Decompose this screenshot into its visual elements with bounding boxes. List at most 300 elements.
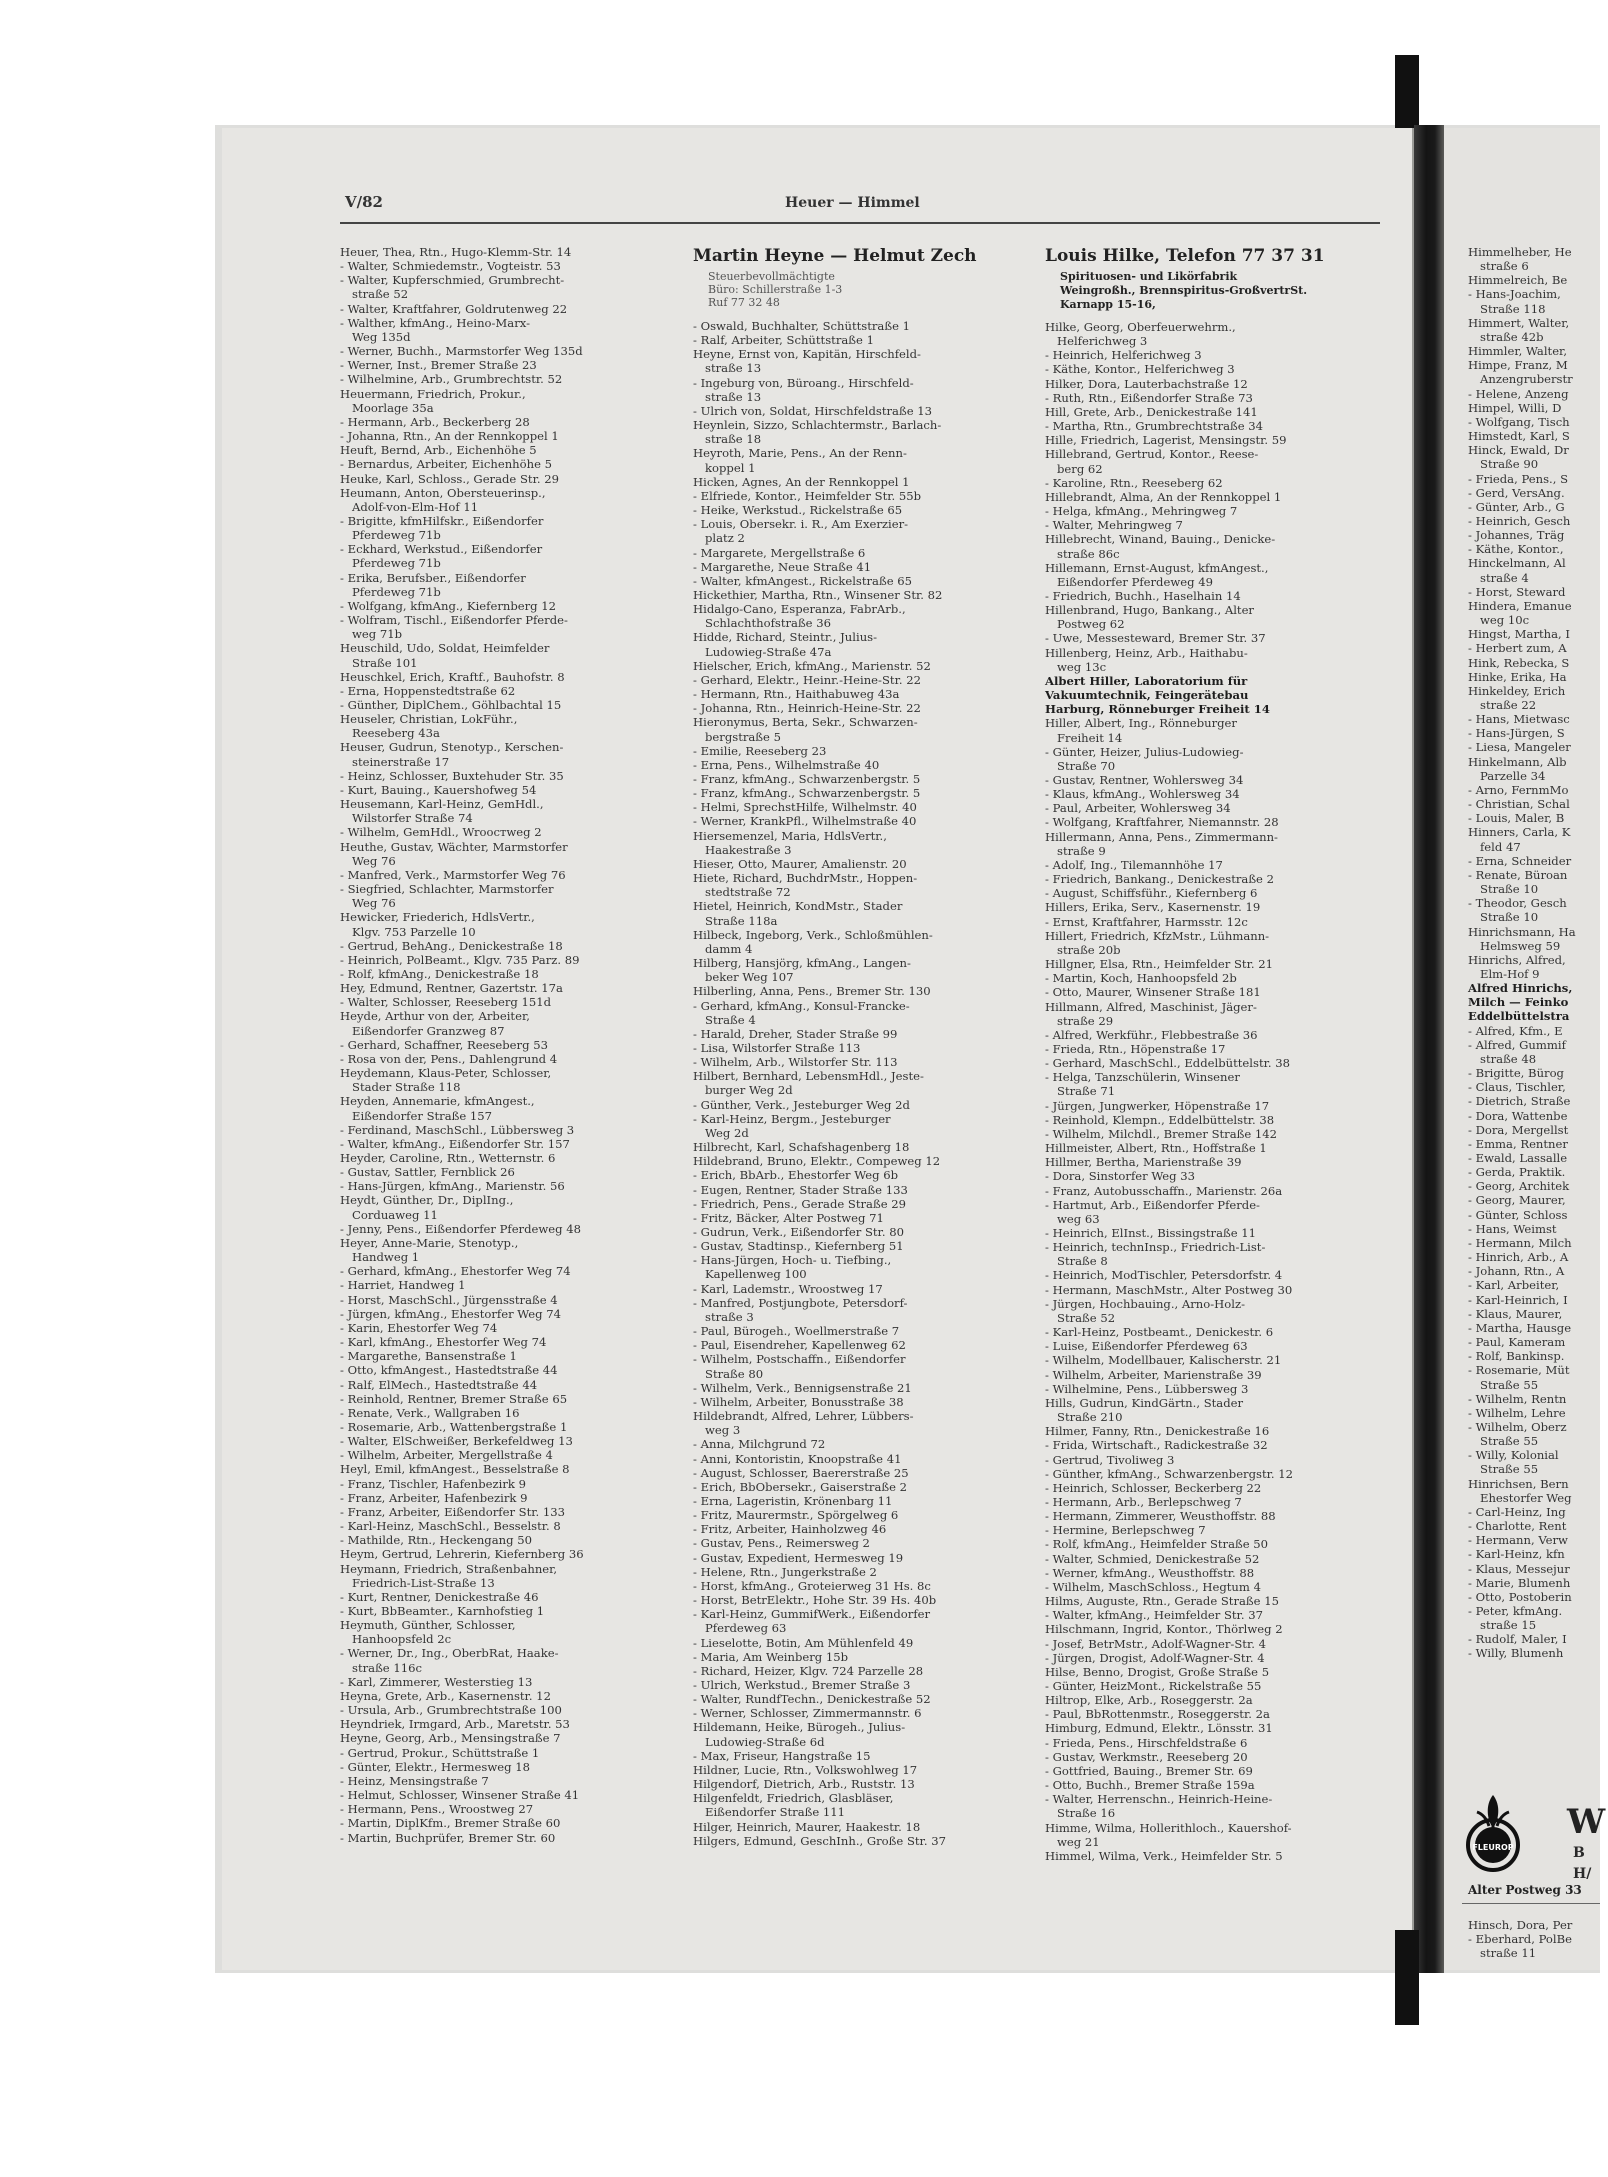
directory-entry: Straße 80 [705, 1366, 764, 1381]
directory-entry: - Hans, Weimst [1468, 1221, 1557, 1236]
directory-entry: Himstedt, Karl, S [1468, 429, 1570, 444]
directory-entry: - Günter, Schloss [1468, 1207, 1568, 1222]
directory-entry: Hildemann, Heike, Bürogeh., Julius- [693, 1720, 906, 1735]
directory-entry: Heuft, Bernd, Arb., Eichenhöhe 5 [340, 443, 537, 458]
directory-entry: - Hartmut, Arb., Eißendorfer Pferde- [1045, 1197, 1260, 1212]
directory-entry: - Rolf, Bankinsp. [1468, 1349, 1565, 1364]
directory-entry: Hink, Rebecka, S [1468, 655, 1570, 670]
directory-entry: - Wilhelm, MaschSchloss., Hegtum 4 [1045, 1579, 1261, 1594]
directory-entry: burger Weg 2d [705, 1083, 793, 1098]
column-3-entries [1045, 320, 1385, 1863]
directory-entry: - Jürgen, kfmAng., Ehestorfer Weg 74 [340, 1306, 561, 1321]
directory-entry: - Paul, Bürogeh., Woellmerstraße 7 [693, 1324, 900, 1339]
directory-entry: Helmsweg 59 [1480, 938, 1561, 953]
directory-entry: straße 11 [1480, 1946, 1537, 1961]
directory-entry: - Fritz, Arbeiter, Hainholzweg 46 [693, 1522, 887, 1537]
directory-entry: - Johanna, Rtn., An der Rennkoppel 1 [340, 429, 559, 444]
directory-entry: Eißendorfer Granzweg 87 [352, 1023, 505, 1038]
directory-entry: Hidde, Richard, Steintr., Julius- [693, 630, 878, 645]
directory-entry: Hilger, Heinrich, Maurer, Haakestr. 18 [693, 1819, 921, 1834]
directory-entry: - Lisa, Wilstorfer Straße 113 [693, 1040, 861, 1055]
directory-entry: - Willy, Blumenh [1468, 1646, 1564, 1661]
directory-entry: - Ruth, Rtn., Eißendorfer Straße 73 [1045, 390, 1253, 405]
column-2 [693, 245, 1023, 1848]
fleurop-big-letter: W [1567, 1802, 1606, 1842]
directory-entry: stedtstraße 72 [705, 885, 791, 900]
directory-entry: - Gerhard, MaschSchl., Eddelbüttelstr. 38 [1045, 1056, 1290, 1071]
directory-entry: Ludowieg-Straße 6d [705, 1734, 825, 1749]
directory-entry: Kapellenweg 100 [705, 1267, 807, 1282]
directory-entry: Heusemann, Karl-Heinz, GemHdl., [340, 797, 544, 812]
directory-entry: - Margarete, Mergellstraße 6 [693, 545, 866, 560]
ad-line: Steuerbevollmächtigte [708, 270, 835, 283]
directory-entry: - Klaus, Maurer, [1468, 1306, 1563, 1321]
directory-entry: - Elfriede, Kontor., Heimfelder Str. 55b [693, 488, 922, 503]
directory-entry: - Walter, Kupferschmied, Grumbrecht- [340, 273, 565, 288]
directory-entry: - Manfred, Postjungbote, Petersdorf- [693, 1295, 908, 1310]
directory-entry: - Kurt, BbBeamter., Karnhofstieg 1 [340, 1604, 545, 1618]
directory-entry: Hiltrop, Elke, Arb., Roseggerstr. 2a [1045, 1693, 1253, 1708]
directory-entry: - Maria, Am Weinberg 15b [693, 1649, 849, 1664]
directory-entry: straße 42b [1480, 329, 1544, 344]
directory-entry: - Klaus, Messejur [1468, 1561, 1570, 1576]
directory-entry: feld 47 [1480, 839, 1521, 854]
directory-entry: Hieronymus, Berta, Sekr., Schwarzen- [693, 715, 918, 730]
directory-entry: Hillebrandt, Alma, An der Rennkoppel 1 [1045, 489, 1282, 504]
directory-entry: Hilker, Dora, Lauterbachstraße 12 [1045, 376, 1248, 391]
directory-entry: straße 6 [1480, 259, 1529, 274]
directory-entry: - Frieda, Pens., Hirschfeldstraße 6 [1045, 1735, 1248, 1750]
directory-entry: - Charlotte, Rent [1468, 1519, 1567, 1534]
directory-entry: - August, Schiffsführ., Kiefernberg 6 [1045, 886, 1258, 901]
directory-entry: - Dora, Sinstorfer Weg 33 [1045, 1169, 1196, 1184]
directory-entry: - Hans-Joachim, [1468, 287, 1561, 302]
directory-entry: - Wilhelm, Milchdl., Bremer Straße 142 [1045, 1126, 1278, 1141]
directory-entry: Hillebrand, Gertrud, Kontor., Reese- [1045, 447, 1259, 462]
directory-entry: - Harriet, Handweg 1 [340, 1278, 466, 1293]
directory-entry: - Louis, Maler, B [1468, 811, 1565, 826]
directory-entry: - Friedrich, Bankang., Denickestraße 2 [1045, 872, 1274, 887]
directory-entry: - Karl, kfmAng., Ehestorfer Weg 74 [340, 1335, 547, 1350]
directory-entry: - Willy, Kolonial [1468, 1448, 1559, 1463]
directory-entry: - Wilhelm, Postschaffn., Eißendorfer [693, 1352, 906, 1367]
directory-entry: Eißendorfer Straße 111 [705, 1805, 846, 1820]
directory-entry: - Karl, Lademstr., Wroostweg 17 [693, 1281, 883, 1296]
directory-entry: Heuser, Gudrun, Stenotyp., Kerschen- [340, 740, 564, 755]
directory-entry: - Günter, HeizMont., Rickelstraße 55 [1045, 1679, 1262, 1693]
directory-entry: Hildebrandt, Alfred, Lehrer, Lübbers- [693, 1409, 914, 1424]
directory-entry: straße 18 [705, 432, 762, 447]
directory-entry: - Horst, kfmAng., Groteierweg 31 Hs. 8c [693, 1578, 931, 1593]
directory-entry: Heydemann, Klaus-Peter, Schlosser, [340, 1066, 552, 1081]
directory-entry: - Gottfried, Bauing., Bremer Str. 69 [1045, 1763, 1253, 1778]
directory-entry: - Gerd, VersAng. [1468, 485, 1565, 500]
directory-entry: straße 29 [1057, 1013, 1114, 1028]
directory-entry: - Günther, kfmAng., Schwarzenbergstr. 12 [1045, 1466, 1294, 1481]
directory-entry: - Rosemarie, Arb., Wattenbergstraße 1 [340, 1419, 568, 1434]
directory-entry: - August, Schlosser, Baererstraße 25 [693, 1465, 909, 1480]
directory-entry: - Heinrich, technInsp., Friedrich-List- [1045, 1240, 1266, 1255]
ad-line: Spirituosen- und Likörfabrik [1060, 270, 1238, 283]
directory-entry: Heyder, Caroline, Rtn., Wetternstr. 6 [340, 1151, 556, 1165]
directory-entry: Hills, Gudrun, KindGärtn., Stader [1045, 1395, 1244, 1410]
directory-entry: - Heinrich, Schlosser, Beckerberg 22 [1045, 1480, 1262, 1495]
directory-entry: - Erna, Pens., Wilhelmstraße 40 [693, 757, 880, 772]
directory-entry: Straße 70 [1057, 758, 1116, 773]
directory-entry: Straße 90 [1480, 457, 1539, 472]
directory-entry: - Helga, kfmAng., Mehringweg 7 [1045, 504, 1238, 519]
directory-entry: Pferdeweg 63 [705, 1621, 787, 1636]
directory-entry: Himmel, Wilma, Verk., Heimfelder Str. 5 [1045, 1848, 1283, 1863]
directory-entry: - Brigitte, kfmHilfskr., Eißendorfer [340, 513, 544, 528]
directory-entry: - Heike, Werkstud., Rickelstraße 65 [693, 503, 903, 518]
directory-entry: - Erika, Berufsber., Eißendorfer [340, 570, 526, 585]
directory-entry: Hickethier, Martha, Rtn., Winsener Str. 82 [693, 587, 943, 602]
directory-entry: - Erich, BbArb., Ehestorfer Weg 6b [693, 1168, 899, 1183]
directory-entry: - Emma, Rentner [1468, 1136, 1568, 1151]
binding-clip-bottom [1395, 1930, 1419, 2025]
directory-entry: Hilgers, Edmund, GeschInh., Große Str. 37 [693, 1833, 946, 1848]
directory-entry: - Wilhelm, Oberz [1468, 1419, 1567, 1434]
directory-entry: Hildner, Lucie, Rtn., Volkswohlweg 17 [693, 1762, 918, 1777]
directory-entry: Hilms, Auguste, Rtn., Gerade Straße 15 [1045, 1594, 1279, 1609]
directory-entry: Parzelle 34 [1480, 768, 1546, 783]
directory-entry: Hillgner, Elsa, Rtn., Heimfelder Str. 21 [1045, 957, 1273, 972]
directory-entry: - Frieda, Pens., S [1468, 471, 1569, 486]
directory-entry: - Dora, Wattenbe [1468, 1108, 1568, 1123]
directory-entry: Freiheit 14 [1057, 730, 1123, 745]
directory-entry: - Horst, MaschSchl., Jürgensstraße 4 [340, 1292, 558, 1307]
directory-entry: - Helene, Rtn., Jungerkstraße 2 [693, 1564, 877, 1579]
directory-entry: Weg 135d [352, 329, 411, 344]
directory-entry: Hinrichsen, Bern [1468, 1476, 1569, 1491]
directory-entry: - Karl-Heinz, MaschSchl., Besselstr. 8 [340, 1519, 561, 1534]
directory-entry: Milch — Feinko [1468, 995, 1569, 1010]
directory-entry: - Herbert zum, A [1468, 641, 1567, 656]
book-binding [1414, 125, 1444, 1973]
directory-entry: - Ewald, Lassalle [1468, 1151, 1568, 1165]
directory-entry: Heyndriek, Irmgard, Arb., Maretstr. 53 [340, 1717, 570, 1732]
directory-entry: - Max, Friseur, Hangstraße 15 [693, 1748, 871, 1763]
directory-entry: Harburg, Rönneburger Freiheit 14 [1045, 702, 1270, 717]
directory-entry: - Gertrud, Prokur., Schüttstraße 1 [340, 1745, 540, 1760]
directory-entry: - Gerhard, Elektr., Heinr.-Heine-Str. 22 [693, 672, 921, 687]
directory-entry: Heyroth, Marie, Pens., An der Renn- [693, 446, 907, 461]
directory-entry: Heuke, Karl, Schloss., Gerade Str. 29 [340, 471, 559, 486]
directory-entry: - Dietrich, Straße [1468, 1094, 1571, 1109]
directory-entry: - Wilhelm, Modellbauer, Kalischerstr. 21 [1045, 1353, 1282, 1368]
directory-entry: - Günther, DiplChem., Göhlbachtal 15 [340, 698, 562, 712]
directory-entry: - Martha, Hausge [1468, 1320, 1572, 1335]
directory-entry: - Hinrich, Arb., A [1468, 1250, 1569, 1265]
directory-entry: Straße 4 [705, 1012, 756, 1027]
directory-entry: - Otto, Buchh., Bremer Straße 159a [1045, 1778, 1255, 1793]
directory-entry: Friedrich-List-Straße 13 [352, 1575, 495, 1590]
directory-entry: - Ralf, ElMech., Hastedtstraße 44 [340, 1377, 538, 1392]
directory-entry: - Erna, Schneider [1468, 853, 1572, 868]
directory-entry: - Hermann, Milch [1468, 1235, 1572, 1250]
directory-entry: - Ulrich von, Soldat, Hirschfeldstraße 13 [693, 403, 932, 418]
directory-entry: Corduaweg 11 [352, 1207, 438, 1222]
directory-entry: Heuschkel, Erich, Kraftf., Bauhofstr. 8 [340, 669, 565, 684]
directory-entry: - Günther, Verk., Jesteburger Weg 2d [693, 1097, 910, 1112]
directory-entry: Hiersemenzel, Maria, HdlsVertr., [693, 828, 887, 843]
directory-entry: - Walter, Schmied, Denickestraße 52 [1045, 1551, 1260, 1566]
directory-entry: - Gustav, Pens., Reimersweg 2 [693, 1536, 870, 1551]
directory-entry: Hillmann, Alfred, Maschinist, Jäger- [1045, 999, 1257, 1014]
directory-entry: - Liesa, Mangeler [1468, 740, 1571, 755]
directory-entry: Hinkeldey, Erich [1468, 683, 1566, 698]
directory-entry: - Wilhelm, Verk., Bennigsenstraße 21 [693, 1380, 912, 1395]
directory-entry: - Heinz, Schlosser, Buxtehuder Str. 35 [340, 768, 564, 783]
directory-entry: Weg 2d [705, 1125, 749, 1140]
directory-entry: damm 4 [705, 941, 753, 956]
directory-entry: - Arno, FernmMo [1468, 782, 1569, 797]
ad-hilke [1045, 245, 1385, 312]
directory-entry: - Hermann, Rtn., Haithabuweg 43a [693, 687, 900, 702]
directory-entry: - Georg, Maurer, [1468, 1193, 1566, 1208]
fleurop-line-2: H/ [1573, 1866, 1592, 1882]
directory-entry: - Emilie, Reeseberg 23 [693, 743, 827, 758]
directory-entry: Hingst, Martha, I [1468, 627, 1571, 642]
directory-entry: - Helmut, Schlosser, Winsener Straße 41 [340, 1788, 580, 1803]
directory-entry: Alfred Hinrichs, [1468, 981, 1573, 996]
directory-entry: Himpe, Franz, M [1468, 358, 1568, 373]
directory-entry: - Gertrud, Tivoliweg 3 [1045, 1452, 1175, 1467]
directory-entry: - Hermann, Zimmerer, Weusthoffstr. 88 [1045, 1509, 1276, 1524]
directory-entry: - Gudrun, Verk., Eißendorfer Str. 80 [693, 1225, 904, 1239]
directory-entry: - Eckhard, Werkstud., Eißendorfer [340, 542, 543, 557]
directory-entry: Pferdeweg 71b [352, 528, 441, 543]
directory-entry: - Horst, BetrElektr., Hohe Str. 39 Hs. 40b [693, 1593, 937, 1608]
directory-entry: - Bernardus, Arbeiter, Eichenhöhe 5 [340, 457, 553, 472]
directory-entry: - Alfred, Kfm., E [1468, 1023, 1563, 1038]
directory-entry: - Marie, Blumenh [1468, 1575, 1571, 1590]
directory-entry: - Paul, Eisendreher, Kapellenweg 62 [693, 1338, 906, 1353]
directory-entry: - Karl-Heinz, GummifWerk., Eißendorfer [693, 1607, 931, 1622]
directory-entry: - Ingeburg von, Büroang., Hirschfeld- [693, 375, 914, 390]
directory-entry: - Heinrich, ModTischler, Petersdorfstr. 4 [1045, 1268, 1283, 1283]
directory-entry: - Jürgen, Jungwerker, Höpenstraße 17 [1045, 1098, 1270, 1113]
directory-entry: Hinrichs, Alfred, [1468, 952, 1566, 967]
directory-entry: Hiete, Richard, BuchdrMstr., Hoppen- [693, 871, 918, 886]
directory-entry: - Hermann, Arb., Beckerberg 28 [340, 414, 530, 429]
directory-entry: - Gustav, Stadtinsp., Kiefernberg 51 [693, 1239, 904, 1254]
directory-entry: Straße 55 [1480, 1462, 1539, 1477]
directory-entry: - Karl-Heinz, Postbeamt., Denickestr. 6 [1045, 1325, 1274, 1340]
directory-entry: - Walter, RundfTechn., Denickestraße 52 [693, 1692, 931, 1707]
directory-entry: Eißendorfer Straße 157 [352, 1108, 493, 1123]
directory-entry: Himmler, Walter, [1468, 344, 1568, 359]
ad-line: Büro: Schillerstraße 1-3 [708, 283, 843, 296]
directory-entry: - Hans-Jürgen, S [1468, 726, 1565, 741]
directory-entry: - Rolf, kfmAng., Heimfelder Straße 50 [1045, 1537, 1269, 1552]
directory-entry: weg 13c [1057, 659, 1107, 674]
directory-entry: - Luise, Eißendorfer Pferdeweg 63 [1045, 1339, 1248, 1354]
directory-entry: - Friedrich, Buchh., Haselhain 14 [1045, 588, 1241, 603]
directory-entry: Straße 101 [352, 655, 418, 670]
directory-entry: - Mathilde, Rtn., Heckengang 50 [340, 1533, 532, 1548]
directory-entry: - Käthe, Kontor., Helferichweg 3 [1045, 362, 1235, 377]
directory-entry: platz 2 [705, 531, 745, 546]
directory-entry: - Peter, kfmAng. [1468, 1604, 1563, 1618]
directory-entry: - Günter, Elektr., Hermesweg 18 [340, 1759, 530, 1774]
directory-entry: - Heinrich, PolBeamt., Klgv. 735 Parz. 89 [340, 952, 580, 967]
directory-entry: - Paul, BbRottenmstr., Roseggerstr. 2a [1045, 1707, 1270, 1722]
directory-entry: Heumann, Anton, Obersteuerinsp., [340, 485, 546, 500]
directory-entry: - Martin, DiplKfm., Bremer Straße 60 [340, 1816, 561, 1831]
directory-entry: - Ernst, Kraftfahrer, Harmsstr. 12c [1045, 914, 1248, 929]
directory-entry: - Johann, Rtn., A [1468, 1264, 1565, 1279]
directory-entry: - Gustav, Werkmstr., Reeseberg 20 [1045, 1749, 1248, 1764]
directory-entry: Vakuumtechnik, Feingerätebau [1045, 688, 1249, 703]
directory-entry: - Walter, Schlosser, Reeseberg 151d [340, 995, 552, 1010]
directory-entry: - Margarethe, Bansenstraße 1 [340, 1349, 517, 1364]
directory-entry: Heym, Gertrud, Lehrerin, Kiefernberg 36 [340, 1547, 584, 1562]
column-4-facing [1468, 245, 1608, 1661]
directory-entry: Hinke, Erika, Ha [1468, 669, 1567, 684]
directory-entry: Pferdeweg 71b [352, 584, 441, 599]
directory-entry: straße 48 [1480, 1051, 1537, 1066]
directory-entry: Schlachthofstraße 36 [705, 616, 831, 631]
directory-entry: straße 86c [1057, 546, 1120, 561]
ad-headline: Martin Heyne — Helmut Zech [693, 246, 977, 266]
directory-entry: Hindera, Emanue [1468, 598, 1572, 613]
directory-entry: - Josef, BetrMstr., Adolf-Wagner-Str. 4 [1045, 1636, 1266, 1651]
directory-entry: - Helmi, SprechstHilfe, Wilhelmstr. 40 [693, 800, 917, 815]
directory-entry: Straße 10 [1480, 882, 1539, 897]
directory-entry: Hilbert, Bernhard, LebensmHdl., Jeste- [693, 1069, 924, 1084]
directory-entry: Heydt, Günther, Dr., DiplIng., [340, 1193, 514, 1208]
directory-entry: - Gustav, Rentner, Wohlersweg 34 [1045, 773, 1244, 787]
directory-entry: Hillemann, Ernst-August, kfmAngest., [1045, 560, 1269, 575]
directory-entry: - Fritz, Bäcker, Alter Postweg 71 [693, 1210, 884, 1225]
directory-entry: - Rosa von der, Pens., Dahlengrund 4 [340, 1051, 558, 1066]
directory-entry: Hilmer, Fanny, Rtn., Denickestraße 16 [1045, 1424, 1270, 1439]
directory-entry: Straße 210 [1057, 1410, 1123, 1425]
directory-entry: Eddelbüttelstra [1468, 1009, 1570, 1024]
directory-entry: Heuseler, Christian, LokFühr., [340, 712, 518, 727]
directory-entry: - Karl, Arbeiter, [1468, 1278, 1560, 1293]
directory-entry: beker Weg 107 [705, 970, 794, 985]
directory-entry: Straße 55 [1480, 1377, 1539, 1392]
directory-entry: - Martin, Koch, Hanhoopsfeld 2b [1045, 971, 1237, 986]
directory-entry: - Heinrich, Helferichweg 3 [1045, 348, 1202, 363]
directory-entry: Hilse, Benno, Drogist, Große Straße 5 [1045, 1664, 1270, 1679]
directory-entry: Heuer, Thea, Rtn., Hugo-Klemm-Str. 14 [340, 245, 572, 259]
directory-entry: - Wilhelmine, Pens., Lübbersweg 3 [1045, 1381, 1249, 1396]
directory-entry: - Frieda, Rtn., Höpenstraße 17 [1045, 1041, 1226, 1056]
directory-entry: - Franz, kfmAng., Schwarzenbergstr. 5 [693, 772, 921, 786]
directory-entry: Hillers, Erika, Serv., Kasernenstr. 19 [1045, 900, 1261, 915]
directory-entry: Hillenbrand, Hugo, Bankang., Alter [1045, 603, 1254, 618]
directory-entry: - Walter, Kraftfahrer, Goldrutenweg 22 [340, 301, 568, 316]
directory-entry: Heymann, Friedrich, Straßenbahner, [340, 1561, 558, 1576]
directory-entry: - Günter, Arb., G [1468, 499, 1565, 514]
directory-entry: - Werner, Inst., Bremer Straße 23 [340, 358, 537, 373]
directory-entry: Hillermann, Anna, Pens., Zimmermann- [1045, 829, 1278, 844]
directory-entry: - Louis, Obersekr. i. R., Am Exerzier- [693, 517, 909, 532]
ad-line: Weingroßh., Brennspiritus-GroßvertrSt. [1060, 284, 1308, 297]
directory-entry: Hicken, Agnes, An der Rennkoppel 1 [693, 474, 910, 489]
directory-entry: - Wilhelm, Arbeiter, Mergellstraße 4 [340, 1448, 553, 1463]
directory-entry: - Rolf, kfmAng., Denickestraße 18 [340, 966, 539, 981]
directory-entry: Pferdeweg 71b [352, 556, 441, 571]
directory-entry: Himmelreich, Be [1468, 273, 1568, 288]
directory-entry: - Claus, Tischler, [1468, 1080, 1566, 1095]
directory-entry: Hey, Edmund, Rentner, Gazertstr. 17a [340, 981, 563, 996]
directory-entry: - Käthe, Kontor., [1468, 542, 1564, 557]
ad-heyne-zech [693, 245, 1023, 309]
directory-entry: bergstraße 5 [705, 729, 781, 744]
fleurop-line-1: B [1573, 1845, 1585, 1861]
directory-entry: - Martha, Rtn., Grumbrechtstraße 34 [1045, 419, 1264, 434]
directory-entry: - Horst, Steward [1468, 584, 1566, 599]
directory-entry: - Franz, Arbeiter, Eißendorfer Str. 133 [340, 1504, 566, 1519]
directory-entry: Heyer, Anne-Marie, Stenotyp., [340, 1235, 519, 1250]
directory-entry: straße 15 [1480, 1618, 1537, 1633]
directory-entry: Hinkelmann, Alb [1468, 754, 1567, 769]
directory-entry: - Jürgen, Drogist, Adolf-Wagner-Str. 4 [1045, 1650, 1265, 1665]
directory-entry: Straße 8 [1057, 1254, 1108, 1269]
directory-entry: - Karl, Zimmerer, Westerstieg 13 [340, 1674, 533, 1689]
directory-entry: - Hans, Mietwasc [1468, 712, 1570, 727]
directory-entry: Hinck, Ewald, Dr [1468, 443, 1569, 458]
directory-entry: berg 62 [1057, 461, 1103, 476]
directory-entry: - Wilhelmine, Arb., Grumbrechtstr. 52 [340, 372, 563, 387]
directory-entry: Hillmeister, Albert, Rtn., Hoffstraße 1 [1045, 1141, 1267, 1156]
directory-entry: Weg 76 [352, 853, 396, 868]
directory-entry: - Richard, Heizer, Klgv. 724 Parzelle 28 [693, 1663, 924, 1678]
directory-entry: - Hermann, MaschMstr., Alter Postweg 30 [1045, 1282, 1293, 1297]
directory-entry: - Reinhold, Rentner, Bremer Straße 65 [340, 1391, 568, 1406]
column-1 [340, 245, 670, 1845]
directory-entry: straße 20b [1057, 942, 1121, 957]
directory-entry: Reeseberg 43a [352, 726, 440, 741]
fleurop-logo-icon [1463, 1790, 1533, 1880]
directory-entry: straße 13 [705, 389, 762, 404]
directory-entry: Hanhoopsfeld 2c [352, 1632, 452, 1647]
directory-entry: - Fritz, Maurermstr., Spörgelweg 6 [693, 1508, 899, 1523]
directory-entry: Stader Straße 118 [352, 1080, 461, 1095]
directory-entry: - Walter, Herrenschn., Heinrich-Heine- [1045, 1792, 1273, 1807]
directory-entry: - Walter, Schmiedemstr., Vogteistr. 53 [340, 259, 561, 274]
directory-entry: - Friedrich, Pens., Gerade Straße 29 [693, 1196, 907, 1211]
directory-entry: - Wilhelm, GemHdl., Wrooстweg 2 [340, 825, 542, 840]
directory-entry: Hill, Grete, Arb., Denickestraße 141 [1045, 404, 1258, 419]
directory-entry: Hildebrand, Bruno, Elektr., Compeweg 12 [693, 1154, 941, 1169]
directory-entry: Weg 76 [352, 896, 396, 911]
directory-entry: Hillmer, Bertha, Marienstraße 39 [1045, 1155, 1242, 1170]
column-4-bottom [1468, 1918, 1572, 1960]
directory-entry: - Karl-Heinz, kfn [1468, 1547, 1565, 1562]
directory-entry: Hilgenfeldt, Friedrich, Glasbläser, [693, 1791, 894, 1806]
directory-entry: - Hermann, Verw [1468, 1533, 1568, 1548]
directory-entry: - Harald, Dreher, Stader Straße 99 [693, 1026, 898, 1041]
directory-entry: - Rudolf, Maler, I [1468, 1632, 1567, 1647]
directory-entry: Hilbrecht, Karl, Schafshagenberg 18 [693, 1140, 910, 1155]
directory-entry: Hinckelmann, Al [1468, 556, 1566, 571]
directory-entry: - Theodor, Gesch [1468, 896, 1567, 911]
directory-entry: Heyne, Georg, Arb., Mensingstraße 7 [340, 1731, 561, 1746]
directory-entry: - Walther, kfmAng., Heino-Marx- [340, 315, 531, 330]
directory-entry: Straße 52 [1057, 1310, 1116, 1325]
directory-entry: - Reinhold, Klempn., Eddelbüttelstr. 38 [1045, 1112, 1275, 1127]
directory-entry: - Eugen, Rentner, Stader Straße 133 [693, 1182, 908, 1197]
directory-entry: - Wolfgang, Tisch [1468, 414, 1570, 429]
directory-entry: - Paul, Kameram [1468, 1335, 1566, 1350]
fleurop-logo-text: FLEUROP [1472, 1843, 1514, 1852]
